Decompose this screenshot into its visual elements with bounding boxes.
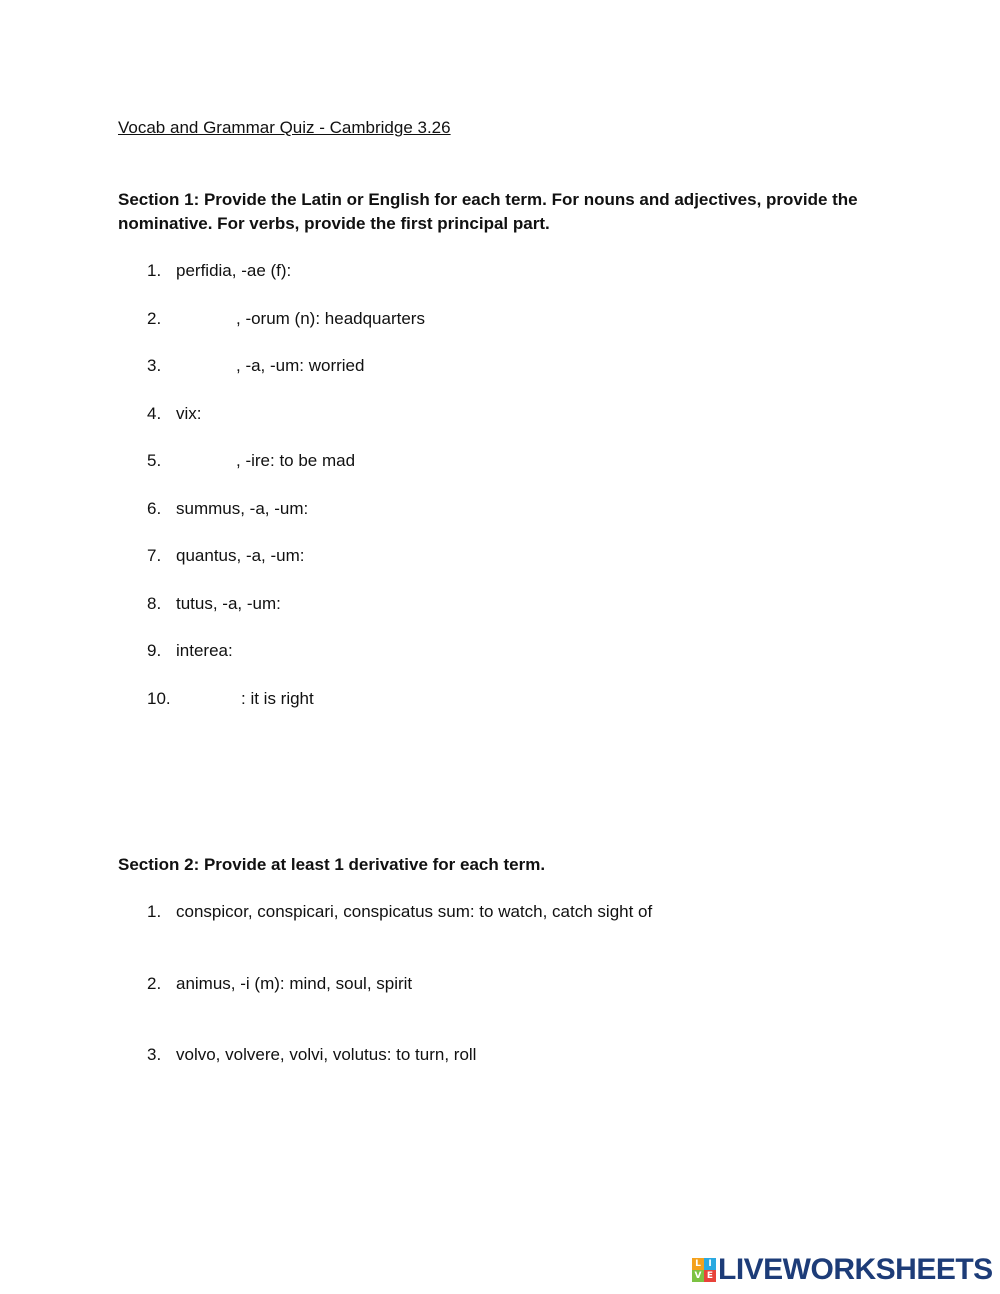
item-text: quantus, -a, -um: bbox=[176, 546, 305, 565]
item-text: vix: bbox=[176, 404, 202, 423]
section-1-item-7 bbox=[147, 545, 305, 567]
item-number: 8. bbox=[147, 594, 162, 613]
section-1-item-9 bbox=[147, 640, 233, 662]
logo-tile: I bbox=[704, 1258, 716, 1270]
item-number: 2. bbox=[147, 974, 162, 993]
item-number: 1. bbox=[147, 261, 162, 280]
item-text: : it is right bbox=[241, 689, 314, 708]
logo-tile: V bbox=[692, 1270, 704, 1282]
section-1-item-3 bbox=[147, 355, 364, 377]
section-1-item-10 bbox=[147, 688, 314, 710]
liveworksheets-logo-icon bbox=[692, 1258, 716, 1282]
section-2-item-1 bbox=[147, 901, 652, 923]
item-text: , -ire: to be mad bbox=[236, 451, 356, 470]
item-number: 7. bbox=[147, 546, 162, 565]
liveworksheets-logo bbox=[692, 1254, 993, 1286]
section-1-item-8 bbox=[147, 593, 281, 615]
logo-tile: L bbox=[692, 1258, 704, 1270]
section-1-heading: Section 1: Provide the Latin or English for each term. For nouns and adjectives, provide the nominative. For verbs, provide the first principal part. bbox=[118, 190, 858, 233]
section-2-heading: Section 2: Provide at least 1 derivative for each term. bbox=[118, 855, 546, 874]
item-number: 2. bbox=[147, 309, 162, 328]
item-text: conspicor, conspicari, conspicatus sum: to watch, catch sight of bbox=[176, 902, 653, 921]
item-text: summus, -a, -um: bbox=[176, 499, 309, 518]
item-text: animus, -i (m): mind, soul, spirit bbox=[176, 974, 413, 993]
item-text: volvo, volvere, volvi, volutus: to turn, roll bbox=[176, 1045, 477, 1064]
section-1-item-2 bbox=[147, 308, 425, 330]
section-1-item-5 bbox=[147, 450, 355, 472]
item-text: , -a, -um: worried bbox=[236, 356, 365, 375]
section-1-item-6 bbox=[147, 498, 308, 520]
item-number: 4. bbox=[147, 404, 162, 423]
section-2-item-3 bbox=[147, 1044, 476, 1066]
section-1-item-4 bbox=[147, 403, 202, 425]
logo-tile: E bbox=[704, 1270, 716, 1282]
item-text: tutus, -a, -um: bbox=[176, 594, 281, 613]
item-text: interea: bbox=[176, 641, 233, 660]
item-text: , -orum (n): headquarters bbox=[236, 309, 425, 328]
item-number: 6. bbox=[147, 499, 162, 518]
item-text: perfidia, -ae (f): bbox=[176, 261, 292, 280]
section-2-item-2 bbox=[147, 973, 412, 995]
liveworksheets-logo-text: LIVEWORKSHEETS bbox=[718, 1253, 993, 1286]
quiz-title: Vocab and Grammar Quiz - Cambridge 3.26 bbox=[118, 118, 451, 137]
item-number: 5. bbox=[147, 451, 162, 470]
item-number: 1. bbox=[147, 902, 162, 921]
item-number: 3. bbox=[147, 356, 162, 375]
item-number: 3. bbox=[147, 1045, 162, 1064]
section-1-item-1 bbox=[147, 260, 291, 282]
item-number: 10. bbox=[147, 689, 171, 708]
item-number: 9. bbox=[147, 641, 162, 660]
